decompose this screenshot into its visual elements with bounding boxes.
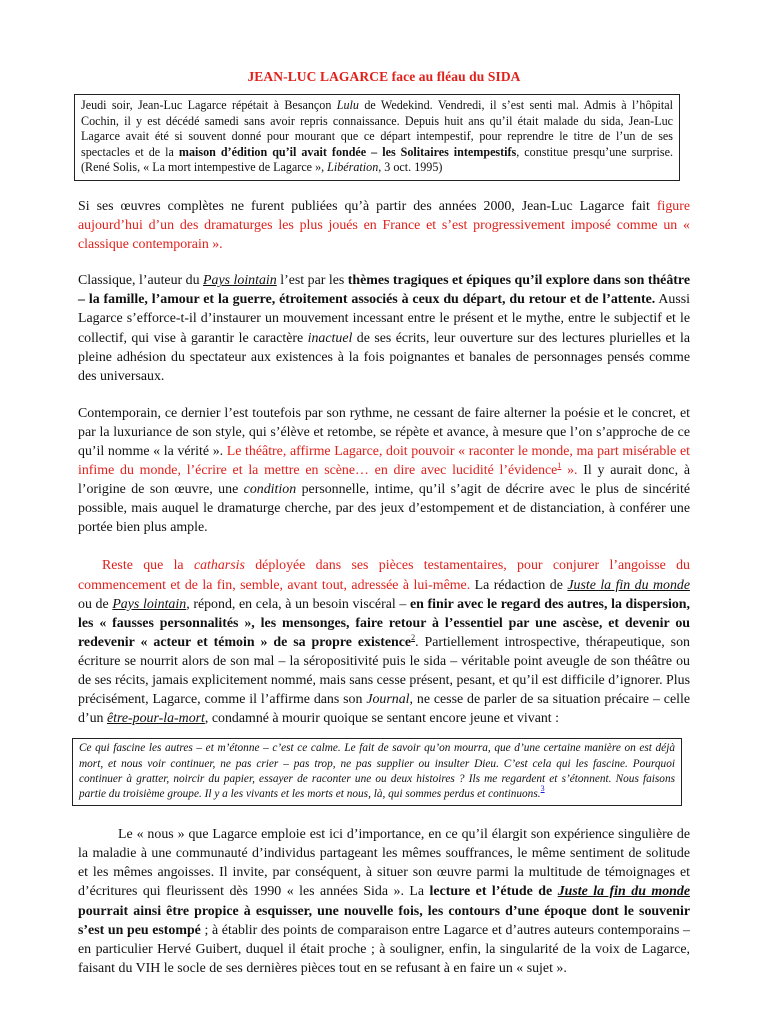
paragraph-text: personnelle, intime, qu’il s’agit de décrire avec le plus de sincérité possible, mais auquel le dramaturge cherche, par des jeux d’estompement et de distanciation, à conférer une portée bien plus ample. [78,482,690,536]
work-title-pays-lointain: Pays lointain [203,273,277,289]
red-quote-end: ». [561,463,578,479]
paragraph-text: , condamné à mourir quoique se sentant encore jeune et vivant : [204,711,559,727]
paragraph-text: Aussi Lagarce s’efforce-t-il d’instaurer un mouvement incessant entre le présent et le mythe, entre le subjectif et le collectif, qui vise à garantir le caractère [78,292,690,346]
italic-etre-pour-la-mort: être-pour-la-mort [106,711,205,727]
italic-inactuel: inactuel [307,330,353,346]
intro-bold-publisher: maison d’édition qu’il avait fondée – les Solitaires intempestifs [178,144,517,159]
paragraph-text: Classique, l’auteur du [78,273,204,289]
italic-journal: Journal [366,692,410,708]
paragraph-5 [78,825,690,978]
red-quote: Le théâtre, affirme Lagarce, doit pouvoir « raconter le monde, ma part misérable et infime du monde, l’écrire et la mettre en scène… en dire avec lucidité l’évidence [78,444,690,479]
bold-contours: pourrait ainsi être propice à esquisser, une nouvelle fois, les contours d’une époque dont le souvenir s’est un peu estompé [78,903,690,938]
work-title-pays-lointain: Pays lointain [112,596,187,612]
paragraph-text: La rédaction de [470,577,568,593]
paragraph-text: Le « nous » que Lagarce emploie est ici d’importance, en ce qu’il élargit son expérience singulière de la maladie à une communauté d’individus partageant les mêmes souffrances, le même sentiment de solitude et les mêmes angoisses. Il invite, par conséquent, à situer son œuvre parmi la multitude de témoignages et d’écritures qui fleurissent dès 1990 « les années Sida ». La [78,827,690,900]
document-title: JEAN-LUC LAGARCE face au fléau du SIDA [247,69,521,84]
footnote-ref-2[interactable]: 2 [411,632,416,642]
paragraph-text: . Partiellement introspective, thérapeutique, son écriture se nourrit alors de son mal – la séropositivité puis le sida – véritable point aveugle de son théâtre ou de ses récits, jamais explicitement nommé, mais sans cesse présent, pesant, et qu’il est difficile d’ignorer. Plus précisément, Lagarce, comme il l’affirme dans son [78,634,690,708]
paragraph-3 [78,404,690,538]
italic-condition: condition [243,482,297,498]
journal-quote-text: Ce qui fascine les autres – et m’étonne – c’est ce calme. Le fait de savoir qu’on mourra, que d’une certaine manière on est déjà mort, et nous voir continuer, ne pas crier – pas trop, ne pas supplier ou insulter Dieu. C’est cela qui les fascine. Pourquoi continuer à gratter, noircir du papier, essayer de raconter une ou deux histoires ? Ils me regardent et s’étonnent. Nous faisons partie du troisième groupe. Il y a les vivants et les morts et nous, là, qui sommes perdus et continuons. [79,742,675,800]
paragraph-text: ou de [78,596,113,612]
paragraph-text: Contemporain, ce dernier l’est toutefois par son rythme, ne cessant de faire alterner la poésie et le concret, et par la luxuriance de son style, qui s’élève et retombe, se répète et avance, à mesure que l’on s’approche de ce qu’il nomme « la vérité ». [78,405,690,459]
paragraph-text: , ne cesse de parler de sa situation précaire – celle d’un [78,692,690,727]
paragraph-2 [78,271,690,386]
paragraph-text: ; à établir des points de comparaison entre Lagarce et d’autres auteurs contemporains – en particulier Hervé Guibert, duquel il était proche ; à souligner, enfin, la singularité de la voix de Lagarce, faisant du VIH le socle de ses dernières pièces tout en se refusant à en faire un « sujet ». [78,922,690,976]
document-page [78,0,690,978]
intro-text: Jeudi soir, Jean-Luc Lagarce répétait à Besançon [81,98,337,112]
paragraph-text: de ses écrits, leur ouverture sur des lectures plurielles et la pleine adhésion du spectateur aux existences à la fois poignantes et banales de personnages pensés comme des universaux. [78,330,690,384]
intro-text: de Wedekind. Vendredi, il s’est senti mal. Admis à l’hôpital Cochin, il y est décédé samedi sans avoir repris connaissance. Depuis huit ans qu’il était malade du sida, Jean-Luc Lagarce avait été si souvent donné pour mourant que ce départ intempestif, pour reprendre le titre de l’un de ses spectacles et de la [81,98,674,159]
paragraph-4 [78,556,690,728]
intro-title-lulu: Lulu [336,98,359,112]
italic-catharsis: catharsis [193,558,245,574]
red-text: Reste que la [102,558,194,574]
paragraph-text: , répond, en cela, à un besoin viscéral – [186,596,410,612]
work-title-juste-la-fin-du-monde: Juste la fin du monde [557,884,690,900]
red-text: déployée dans ses pièces testamentaires, pour conjurer l’angoisse du commencement et de la fin, semble, avant tout, adressée à lui-même. [78,558,690,593]
intro-text: , 3 oct. 1995) [378,160,443,175]
footnote-ref-1[interactable]: 1 [557,461,562,471]
intro-text: , constitue presqu’une surprise. (René Solis, « La mort intempestive de Lagarce », [81,144,673,175]
paragraph-1 [78,197,690,254]
highlight-red: figure aujourd’hui d’un des dramaturges les plus joués en France et s’est progressivement imposé comme un « classique contemporain ». [78,198,690,253]
intro-source-liberation: Libération [327,160,379,175]
bold-en-finir: en finir avec le regard des autres, la dispersion, les « fausses personnalités », les mensonges, faire retour à l’essentiel par une ascèse, et devenir ou redevenir « acteur et témoin » de sa propre existence [78,596,690,650]
journal-quote-box [72,738,682,806]
bold-themes: thèmes tragiques et épiques qu’il explore dans son théâtre – la famille, l’amour et la guerre, étroitement associés à ceux du départ, du retour et de l’attente. [78,273,690,308]
paragraph-text: Si ses œuvres complètes ne furent publiées qu’à partir des années 2000, Jean-Luc Lagarce fait [78,198,657,214]
work-title-juste-la-fin-du-monde: Juste la fin du monde [567,577,690,593]
intro-quote-box [74,94,680,181]
paragraph-text: Il y aurait donc, à l’origine de son œuvre, une [78,463,690,498]
paragraph-text: l’est par les [276,273,348,289]
bold-lecture: lecture et l’étude de [429,884,558,900]
footnote-ref-3[interactable]: 3 [540,783,545,793]
